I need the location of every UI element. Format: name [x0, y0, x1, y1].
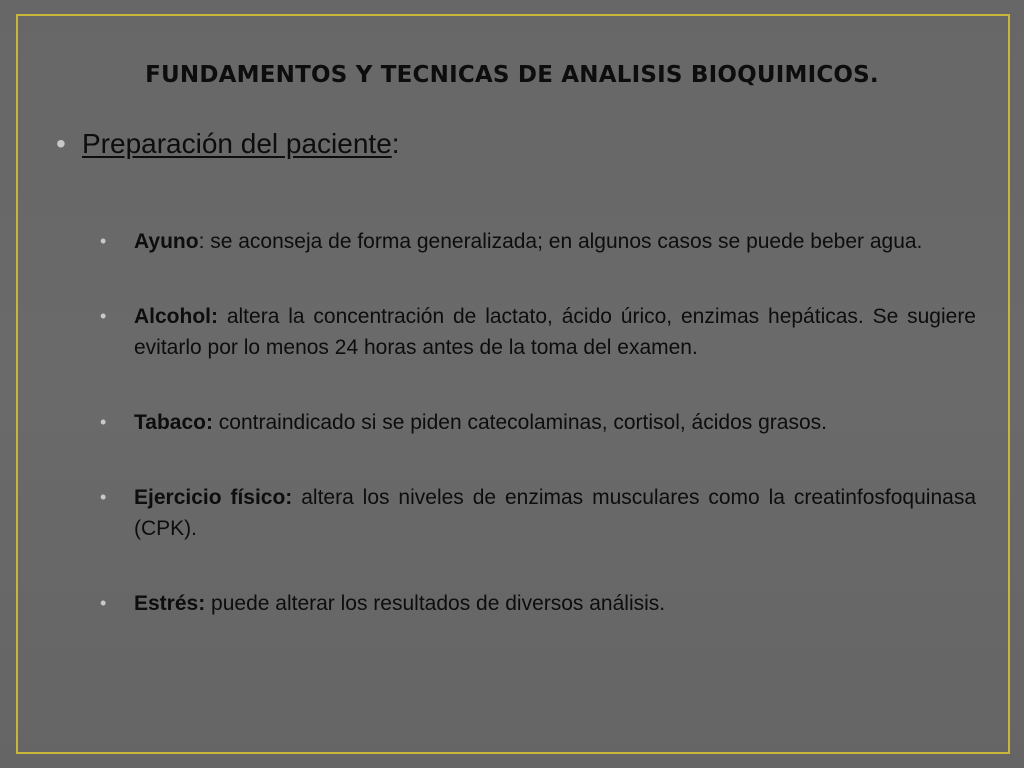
bullet-icon: • [100, 231, 107, 251]
list-item-ayuno [100, 226, 976, 257]
heading-text: Preparación del paciente [82, 128, 392, 159]
slide-title: FUNDAMENTOS Y TECNICAS DE ANALISIS BIOQUIMICOS. [145, 62, 879, 88]
list-item-ejercicio [100, 482, 976, 544]
bullet-icon: • [100, 306, 107, 326]
item-text: altera la concentración de lactato, ácido úrico, enzimas hepáticas. Se sugiere evitarlo por lo menos 24 horas antes de la toma del examen. [134, 305, 976, 359]
item-term: Alcohol: [134, 305, 218, 328]
sub-bullet-list [100, 226, 976, 619]
item-text: altera los niveles de enzimas musculares como la creatinfosfoquinasa (CPK). [134, 486, 976, 540]
item-text: contraindicado si se piden catecolaminas, cortisol, ácidos grasos. [212, 411, 827, 434]
main-bullet-heading [56, 128, 400, 160]
list-item-estres [100, 588, 976, 619]
item-term: Tabaco: [134, 411, 213, 434]
item-text: : se aconseja de forma generalizada; en algunos casos se puede beber agua. [198, 230, 923, 253]
bullet-icon: • [100, 593, 107, 613]
bullet-icon: • [100, 412, 107, 432]
item-term: Ayuno [134, 230, 199, 253]
item-term: Ejercicio físico: [134, 486, 293, 509]
item-term: Estrés: [134, 592, 206, 615]
list-item-tabaco [100, 407, 976, 438]
item-text: puede alterar los resultados de diversos análisis. [205, 592, 666, 615]
bullet-icon: • [100, 487, 107, 507]
list-item-alcohol [100, 301, 976, 363]
heading-suffix: : [391, 128, 400, 159]
bullet-icon: • [56, 128, 66, 159]
